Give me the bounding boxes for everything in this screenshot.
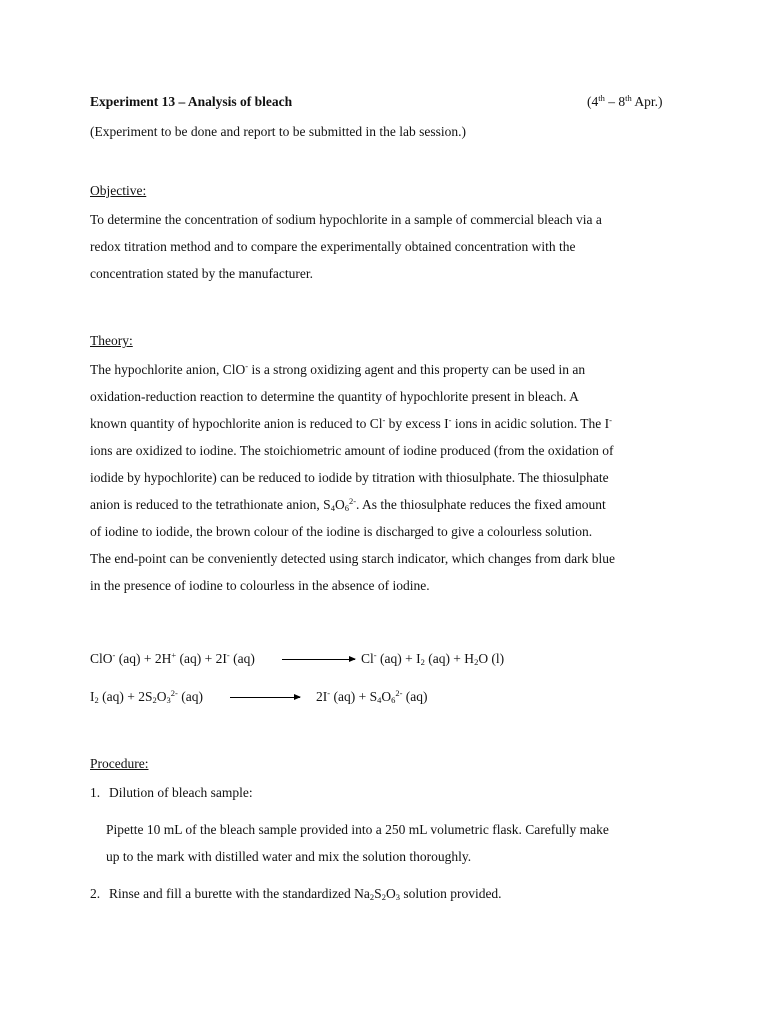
step-2-text: Rinse and fill a burette with the standardized $Na_2S_2O_3$ solution provided. — [109, 886, 502, 902]
equation-2-reactants: $I_2$ $(aq) + 2S_2O_3^{2-}$ (aq) — [90, 688, 203, 705]
objective-line: concentration stated by the manufacturer. — [90, 266, 314, 281]
equation-2-products: 2I- $(aq) + S_4O_6^{2-}$ (aq) — [316, 688, 428, 705]
theory-line: known quantity of hypochlorite anion is reduced to Cl- by excess I- ions in acidic solution. The I- — [90, 415, 612, 431]
theory-line: anion is reduced to the tetrathionate anion, $S_4O_6^{2-}$. As the thiosulphate reduces the fixed amount — [90, 496, 606, 513]
reaction-arrow — [282, 659, 355, 660]
step-1-title: Dilution of bleach sample: — [109, 785, 253, 800]
equation-1-reactants: ClO- (aq) + 2H+ (aq) + 2I- (aq) — [90, 650, 255, 666]
experiment-title: Experiment 13 – Analysis of bleach — [90, 94, 293, 109]
step-1-number: 1. — [90, 785, 101, 800]
theory-line: iodide by hypochlorite) can be reduced to iodide by titration with thiosulphate. The thiosulphate — [90, 470, 609, 485]
equation-1-products: Cl- $(aq) + I_2$ $(aq) + H_2O$ (l) — [361, 650, 505, 667]
theory-heading: Theory: — [90, 333, 133, 348]
theory-line: in the presence of iodine to colourless in the absence of iodine. — [90, 578, 430, 593]
theory-line: ions are oxidized to iodine. The stoichiometric amount of iodine produced (from the oxidation of — [90, 443, 614, 458]
theory-line: The end-point can be conveniently detected using starch indicator, which changes from dark blue — [90, 551, 616, 566]
step-1-body: up to the mark with distilled water and mix the solution thoroughly. — [106, 849, 472, 864]
theory-line: The hypochlorite anion, ClO- is a strong oxidizing agent and this property can be used in an — [90, 361, 586, 377]
procedure-heading: Procedure: — [90, 756, 149, 771]
theory-line: of iodine to iodide, the brown colour of the iodine is discharged to give a colourless solution. — [90, 524, 593, 539]
theory-line: oxidation-reduction reaction to determine the quantity of hypochlorite present in bleach. A — [90, 389, 579, 404]
step-2-number: 2. — [90, 886, 101, 901]
objective-line: redox titration method and to compare the experimentally obtained concentration with the — [90, 239, 576, 254]
reaction-arrow — [230, 697, 300, 698]
objective-line: To determine the concentration of sodium hypochlorite in a sample of commercial bleach via a — [90, 212, 602, 227]
step-1-body: Pipette 10 mL of the bleach sample provided into a 250 mL volumetric flask. Carefully make — [106, 822, 609, 837]
submission-note: (Experiment to be done and report to be submitted in the lab session.) — [90, 124, 467, 139]
experiment-date: (4th – 8th Apr.) — [587, 93, 663, 109]
objective-heading: Objective: — [90, 183, 147, 198]
